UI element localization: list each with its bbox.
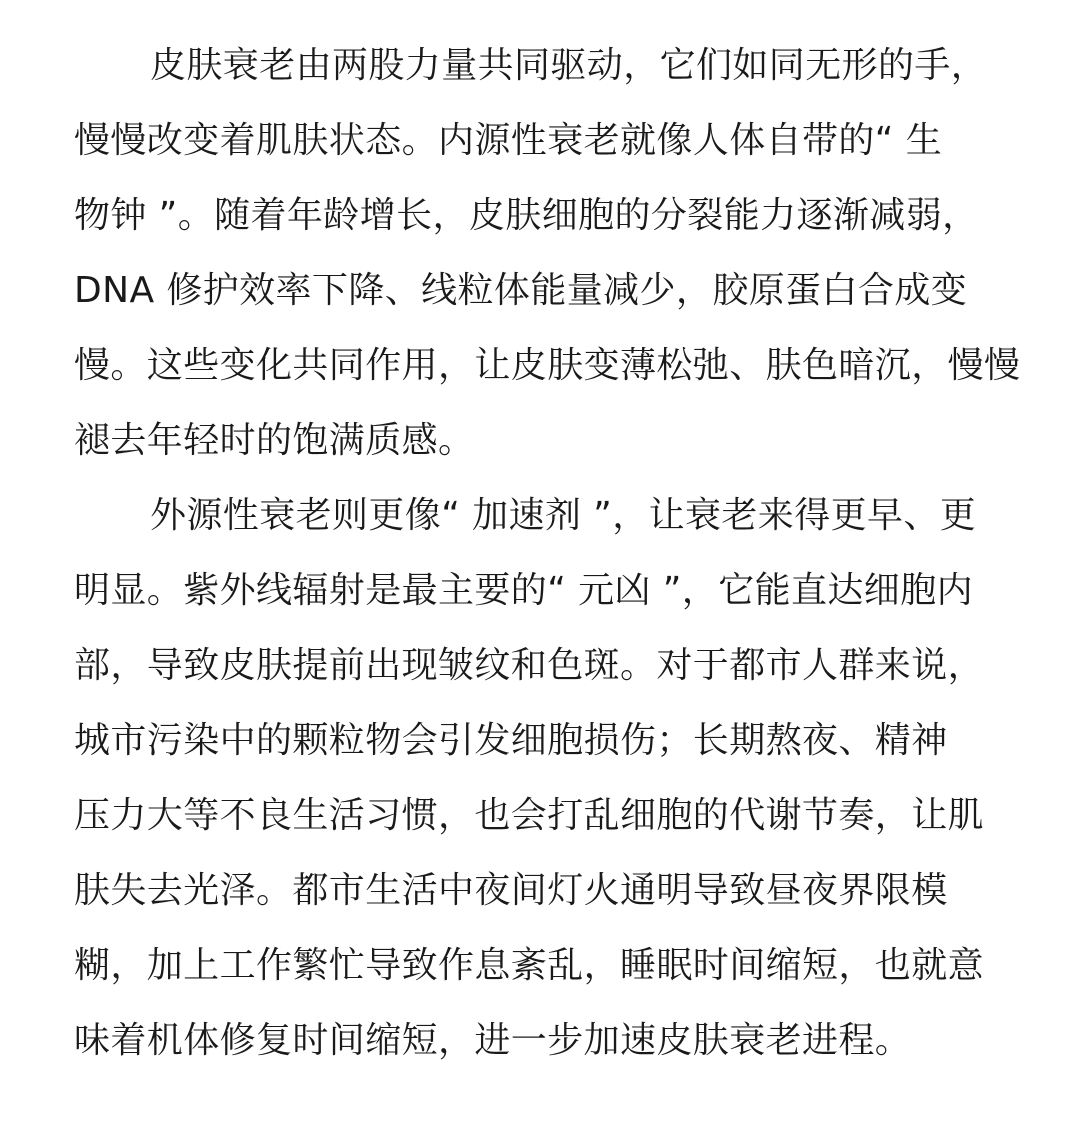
- text-line: 城市污染中的颗粒物会引发细胞损伤；长期熬夜、精神: [74, 720, 948, 761]
- text-line: 糊，加上工作繁忙导致作息紊乱，睡眠时间缩短，也就意: [74, 945, 985, 986]
- text-line: 压力大等不良生活习惯，也会打乱细胞的代谢节奏，让肌: [74, 795, 985, 836]
- text-line: 慢。这些变化共同作用，让皮肤变薄松弛、肤色暗沉，慢慢: [74, 345, 1021, 386]
- text-line: 肤失去光泽。都市生活中夜间灯火通明导致昼夜界限模: [74, 870, 948, 911]
- text-line: 慢慢改变着肌肤状态。内源性衰老就像人体自带的“ 生: [74, 120, 943, 161]
- text-line: 物钟 ”。随着年龄增长，皮肤细胞的分裂能力逐渐减弱，: [74, 195, 979, 236]
- text-line: 部，导致皮肤提前出现皱纹和色斑。对于都市人群来说，: [74, 645, 985, 686]
- text-line: 褪去年轻时的饱满质感。: [74, 420, 475, 461]
- text-line: 皮肤衰老由两股力量共同驱动，它们如同无形的手，: [150, 45, 988, 86]
- text-line: DNA 修护效率下降、线粒体能量减少，胶原蛋白合成变: [74, 270, 968, 311]
- text-line: 味着机体修复时间缩短，进一步加速皮肤衰老进程。: [74, 1020, 912, 1061]
- text-line: 外源性衰老则更像“ 加速剂 ”，让衰老来得更早、更: [150, 495, 977, 536]
- text-line: 明显。紫外线辐射是最主要的“ 元凶 ”，它能直达细胞内: [74, 570, 973, 611]
